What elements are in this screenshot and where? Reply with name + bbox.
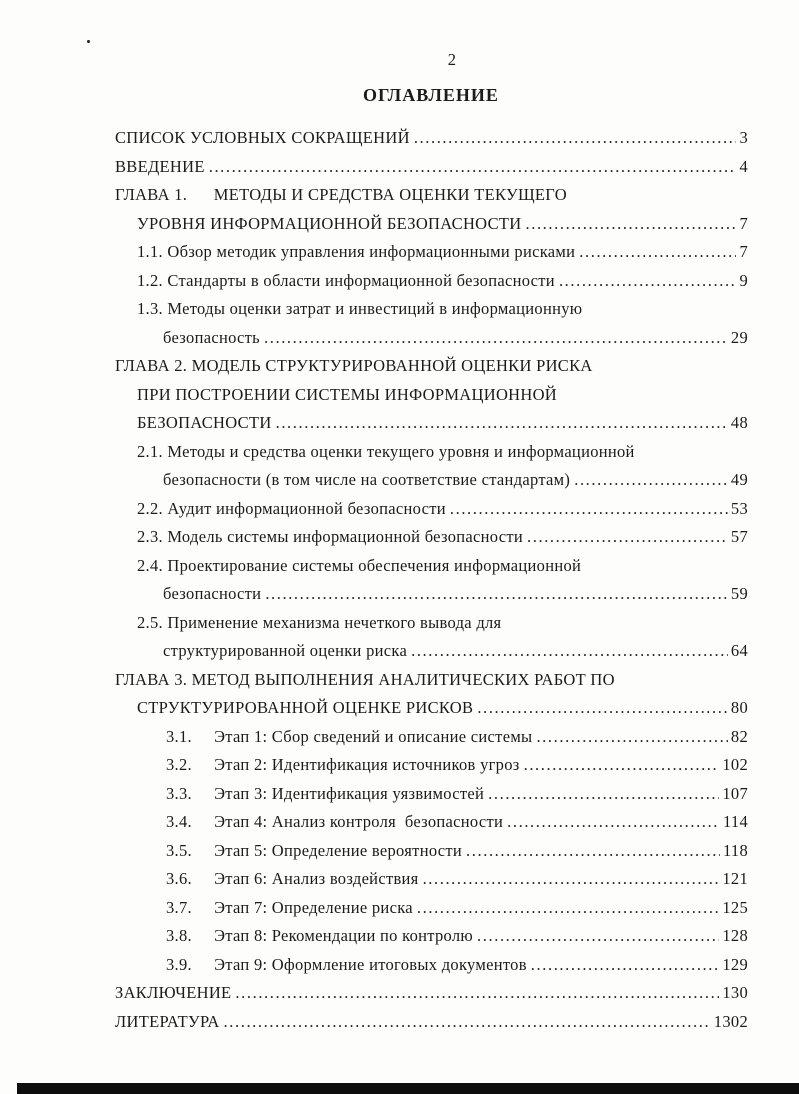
- bottom-scan-bar: [17, 1083, 799, 1094]
- toc-entry-page: 64: [730, 641, 748, 660]
- toc-entry-page: 57: [730, 527, 748, 546]
- toc-entry-text: 1.1. Обзор методик управления информационными рисками: [137, 242, 576, 261]
- toc-row: [115, 238, 748, 267]
- toc-row: [115, 438, 748, 467]
- toc-entry-text: 3.3. Этап 3: Идентификация уязвимостей: [166, 783, 485, 803]
- toc-entry-text: 2.5. Применение механизма нечеткого вывода для: [137, 612, 502, 632]
- toc-row: [115, 324, 748, 353]
- dot-leader: [488, 780, 719, 809]
- toc-row: [115, 153, 748, 182]
- toc-row: [115, 922, 748, 951]
- toc-row: [115, 523, 748, 552]
- toc-entry-text: ПРИ ПОСТРОЕНИИ СИСТЕМЫ ИНФОРМАЦИОННОЙ: [137, 384, 558, 404]
- toc-entry-page: 48: [730, 413, 748, 432]
- toc-entry-page: 1302: [713, 1011, 748, 1031]
- toc-entry-text: ГЛАВА 1. МЕТОДЫ И СРЕДСТВА ОЦЕНКИ ТЕКУЩЕГО: [115, 185, 567, 204]
- dot-leader: [531, 951, 720, 980]
- toc-row: [115, 837, 748, 866]
- toc-entry-text: СПИСОК УСЛОВНЫХ СОКРАЩЕНИЙ: [115, 128, 410, 147]
- toc-entry-page: 59: [730, 584, 748, 603]
- toc-entry-page: 125: [722, 897, 748, 917]
- toc-row: [115, 894, 748, 923]
- toc-entry-page: 102: [722, 755, 748, 774]
- dot-leader: [527, 523, 728, 552]
- toc-entry-text: безопасность: [163, 327, 261, 347]
- toc-entry-text: 3.9. Этап 9: Оформление итоговых документов: [166, 954, 527, 974]
- toc-row: [115, 865, 748, 894]
- page-number: 2: [447, 50, 457, 69]
- toc-row: [115, 267, 748, 296]
- scan-speck: [87, 40, 90, 43]
- toc-row: [115, 609, 748, 638]
- toc-entry-page: 80: [730, 698, 748, 717]
- toc-entry-text: 3.8. Этап 8: Рекомендации по контролю: [166, 926, 474, 945]
- toc-entry-page: 118: [722, 840, 748, 860]
- dot-leader: [559, 267, 737, 296]
- toc-entry-page: 129: [722, 954, 748, 974]
- dot-leader: [264, 324, 728, 353]
- toc-entry-text: СТРУКТУРИРОВАННОЙ ОЦЕНКЕ РИСКОВ: [137, 698, 474, 717]
- toc-row: [115, 352, 748, 381]
- toc-entry-page: 9: [739, 270, 748, 290]
- toc-row: [115, 495, 748, 524]
- dot-leader: [574, 466, 728, 495]
- toc-entry-page: 53: [730, 498, 748, 518]
- toc-entry-page: 107: [722, 783, 748, 803]
- toc-row: [115, 751, 748, 780]
- toc-row: [115, 181, 748, 210]
- toc-row: [115, 552, 748, 581]
- dot-leader: [526, 210, 737, 239]
- toc-entry-text: 2.1. Методы и средства оценки текущего уровня и информационной: [137, 441, 635, 461]
- dot-leader: [417, 894, 719, 923]
- dot-leader: [276, 409, 728, 438]
- toc-entry-page: 4: [739, 156, 748, 176]
- toc-entry-page: 130: [722, 983, 748, 1002]
- toc-entry-text: 3.2. Этап 2: Идентификация источников угроз: [166, 755, 520, 774]
- toc-entry-text: 2.4. Проектирование системы обеспечения информационной: [137, 555, 582, 575]
- toc-row: [115, 409, 748, 438]
- toc-entry-text: ВВЕДЕНИЕ: [115, 156, 205, 176]
- toc-entry-page: 121: [722, 869, 748, 888]
- dot-leader: [414, 124, 737, 153]
- dot-leader: [265, 580, 728, 609]
- toc-entry-text: 1.2. Стандарты в области информационной безопасности: [137, 270, 555, 290]
- toc-row: [115, 723, 748, 752]
- dot-leader: [224, 1008, 711, 1037]
- toc-entry-text: безопасности: [163, 584, 262, 603]
- toc-row: [115, 951, 748, 980]
- toc-entry-page: 7: [739, 242, 748, 261]
- toc-entry-text: 3.7. Этап 7: Определение риска: [166, 897, 413, 917]
- toc-row: [115, 780, 748, 809]
- toc-row: [115, 210, 748, 239]
- toc-row: [115, 979, 748, 1008]
- toc-entry-page: 49: [730, 470, 748, 489]
- toc-entry-page: 29: [730, 327, 748, 347]
- dot-leader: [209, 153, 737, 182]
- toc-row: [115, 381, 748, 410]
- toc-entry-page: 114: [722, 812, 748, 831]
- toc-row: [115, 124, 748, 153]
- toc-entry-text: ГЛАВА 2. МОДЕЛЬ СТРУКТУРИРОВАННОЙ ОЦЕНКИ РИСКА: [115, 356, 593, 375]
- dot-leader: [477, 922, 719, 951]
- toc-entry-text: БЕЗОПАСНОСТИ: [137, 413, 272, 432]
- toc-entry-text: 3.4. Этап 4: Анализ контроля безопасности: [166, 812, 504, 831]
- toc-entry-text: 3.1. Этап 1: Сбор сведений и описание системы: [166, 726, 533, 746]
- toc-entry-page: 128: [722, 926, 748, 945]
- toc-row: [115, 466, 748, 495]
- toc-row: [115, 1008, 748, 1037]
- toc-row: [115, 694, 748, 723]
- toc-entry-text: ЛИТЕРАТУРА: [115, 1011, 220, 1031]
- toc-entry-text: ЗАКЛЮЧЕНИЕ: [115, 983, 232, 1002]
- dot-leader: [450, 495, 728, 524]
- toc-entry-text: 1.3. Методы оценки затрат и инвестиций в информационную: [137, 299, 583, 318]
- dot-leader: [507, 808, 720, 837]
- toc-entry-text: безопасности (в том числе на соответствие стандартам): [163, 470, 571, 489]
- toc-title: ОГЛАВЛЕНИЕ: [363, 85, 499, 105]
- dot-leader: [423, 865, 720, 894]
- toc-entry-text: УРОВНЯ ИНФОРМАЦИОННОЙ БЕЗОПАСНОСТИ: [137, 213, 522, 233]
- dot-leader: [579, 238, 736, 267]
- toc-entry-page: 7: [739, 213, 748, 233]
- toc-entry-text: 3.6. Этап 6: Анализ воздействия: [166, 869, 419, 888]
- toc-entry-text: 2.2. Аудит информационной безопасности: [137, 498, 446, 518]
- toc-entry-text: структурированной оценки риска: [163, 641, 408, 660]
- dot-leader: [235, 979, 719, 1008]
- toc-row: [115, 808, 748, 837]
- dot-leader: [524, 751, 720, 780]
- toc-row: [115, 666, 748, 695]
- toc-entry-text: 3.5. Этап 5: Определение вероятности: [166, 840, 463, 860]
- toc-row: [115, 295, 748, 324]
- dot-leader: [411, 637, 728, 666]
- toc-row: [115, 580, 748, 609]
- dot-leader: [466, 837, 720, 866]
- dot-leader: [536, 723, 727, 752]
- toc-entry-text: ГЛАВА 3. МЕТОД ВЫПОЛНЕНИЯ АНАЛИТИЧЕСКИХ РАБОТ ПО: [115, 669, 615, 689]
- toc-entry-text: 2.3. Модель системы информационной безопасности: [137, 527, 524, 546]
- dot-leader: [477, 694, 728, 723]
- toc-entry-page: 3: [739, 128, 748, 147]
- toc-list: [115, 124, 748, 1036]
- toc-entry-page: 82: [730, 726, 748, 746]
- toc-row: [115, 637, 748, 666]
